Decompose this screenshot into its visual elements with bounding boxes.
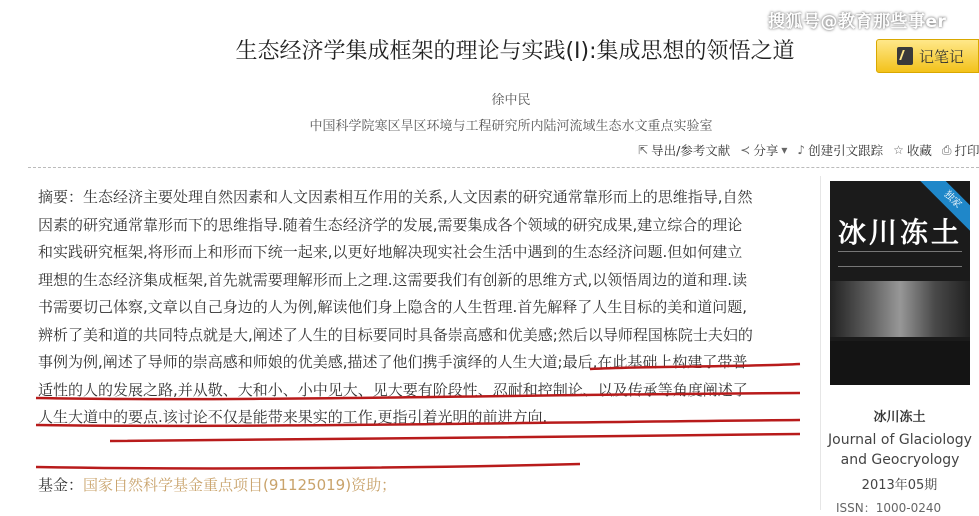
citation-tracking-button[interactable]: ♪ 创建引文跟踪 xyxy=(797,143,884,158)
cover-bottom xyxy=(830,341,970,385)
underline-4 xyxy=(110,434,800,441)
share-button[interactable]: ≺ 分享 ▾ xyxy=(740,143,788,158)
journal-issue[interactable]: 2013年05期 xyxy=(861,478,938,493)
abstract-line: 书需要切己体察,文章以自己身边的人为例,解读他们身上隐含的人生哲理.首先解释了人生目标的美和道问题, xyxy=(38,298,748,316)
cover-title: 冰川冻土 xyxy=(838,216,963,249)
abstract-line: 和实践研究框架,将形而上和形而下统一起来,以更好地解决现实社会生活中遇到的生态经济问题.但如何建立 xyxy=(38,243,743,261)
abstract-line: 因素的研究通常靠形而下的思维指导.随着生态经济学的发展,需要集成各个领域的研究成果,建立综合的理论 xyxy=(38,215,743,234)
abstract-line: 人生大道中的要点.该讨论不仅是能带来果实的工作,更指引着光明的前进方向. xyxy=(38,408,548,426)
share-icon: ≺ xyxy=(740,143,751,157)
print-icon: ⎙ xyxy=(941,142,952,157)
journal-name-cn[interactable]: 冰川冻土 xyxy=(873,410,926,425)
take-note-label: 记笔记 xyxy=(919,47,965,66)
bell-icon: ♪ xyxy=(797,143,806,157)
fund-row xyxy=(38,474,396,495)
abstract-line: 事例为例,阐述了导师的崇高感和师娘的优美感,描述了他们携手演绎的人生大道;最后,在此基础上构建了带普 xyxy=(38,353,748,371)
fund-link[interactable]: 国家自然科学基金重点项目(91125019)资助； xyxy=(83,476,397,494)
journal-issn: ISSN：1000-0240 xyxy=(836,501,942,515)
export-icon: ⇱ xyxy=(638,143,649,157)
favorite-button[interactable]: ☆ 收藏 xyxy=(893,143,932,158)
article-title: 生态经济学集成框架的理论与实践(I):集成思想的领悟之道 xyxy=(235,39,795,64)
print-button[interactable]: ⎙ 打印 xyxy=(941,142,979,158)
abstract-label: 摘要： xyxy=(38,188,84,206)
abstract-line: 理想的生态经济集成框架,首先就需要理解形而上之理.这需要我们有创新的思维方式,以领悟周边的道和理.读 xyxy=(38,270,748,289)
chevron-down-icon: ▾ xyxy=(781,143,788,157)
take-note-button[interactable] xyxy=(876,39,979,73)
abstract-line: 适性的人的发展之路,并从敬、大和小、小中见大、见大要有阶段性、忍耐和控制论、以及传承等角度阐述了 xyxy=(38,380,748,399)
abstract-line: 摘要：生态经济主要处理自然因素和人文因素相互作用的关系,人文因素的研究通常靠形而上的思维指导,自然 xyxy=(38,188,753,206)
header-divider xyxy=(28,167,979,168)
abstract-block xyxy=(38,184,806,432)
cover-landscape-band xyxy=(830,281,970,337)
cover-rule xyxy=(838,251,962,267)
journal-name-en: Journal of Glaciology and Geocryology xyxy=(828,432,972,468)
abstract-line: 辨析了美和道的共同特点就是大,阐述了人生的目标要同时具备崇高感和优美感;然后以导师程国栋院士夫妇的 xyxy=(38,325,753,344)
watermark-text: 搜狐号@教育那些事er xyxy=(768,12,947,32)
journal-cover-image[interactable] xyxy=(830,181,970,385)
article-toolbar xyxy=(638,141,979,159)
fund-label: 基金： xyxy=(38,476,84,494)
author-link[interactable]: 徐中民 xyxy=(491,93,531,108)
note-pen-icon xyxy=(897,47,913,65)
exclusive-ribbon: 独家 xyxy=(917,181,970,235)
star-icon: ☆ xyxy=(893,143,904,157)
organization-link[interactable]: 中国科学院寒区旱区环境与工程研究所内陆河流域生态水文重点实验室 xyxy=(309,119,713,134)
underline-5 xyxy=(36,464,580,468)
export-button[interactable]: ⇱ 导出/参考文献 xyxy=(638,143,731,158)
